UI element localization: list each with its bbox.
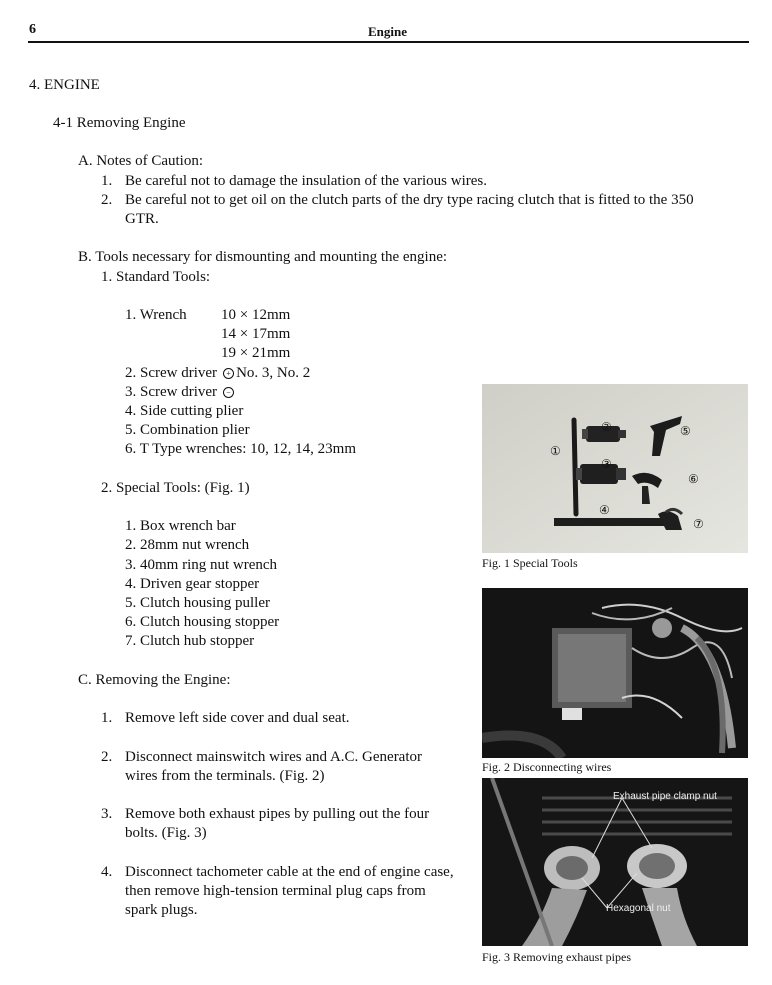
step-text: then remove high-tension terminal plug caps from [125, 883, 426, 899]
note-text: Be careful not to damage the insulation of the various wires. [125, 173, 487, 189]
notes-heading: A. Notes of Caution: [78, 153, 203, 169]
phillips-head-icon: + [223, 368, 234, 379]
special-tools-heading: 2. Special Tools: (Fig. 1) [101, 480, 250, 496]
tool-sizes: No. 3, No. 2 [236, 365, 311, 381]
fig1-label: ⑥ [688, 472, 699, 486]
special-tool-item: 5. Clutch housing puller [125, 595, 270, 611]
fig3-caption: Fig. 3 Removing exhaust pipes [482, 950, 631, 964]
fig1-label: ③ [601, 457, 612, 471]
fig1-label: ⑦ [693, 517, 704, 531]
note-number: 2. [101, 192, 113, 208]
step-text: wires from the terminals. (Fig. 2) [125, 768, 325, 784]
fig3-exhaust-pipes-photo [482, 778, 748, 946]
tool-screw-driver-minus [125, 383, 236, 402]
fig2-caption: Fig. 2 Disconnecting wires [482, 760, 612, 774]
special-tool-item: 4. Driven gear stopper [125, 576, 260, 592]
special-tool-item: 6. Clutch housing stopper [125, 614, 280, 630]
flat-head-icon: − [223, 387, 234, 398]
wrench-size: 19 × 21mm [221, 345, 291, 361]
step-text: Disconnect tachometer cable at the end of engine case, [125, 864, 454, 880]
exhaust-illustration [482, 778, 748, 946]
step-text: Remove both exhaust pipes by pulling out the four [125, 806, 430, 822]
fig3-label-clamp-nut: Exhaust pipe clamp nut [613, 791, 717, 802]
tool-t-type-wrenches: 6. T Type wrenches: 10, 12, 14, 23mm [125, 441, 357, 457]
fig1-label: ① [550, 444, 561, 458]
step-number: 1. [101, 710, 113, 726]
fig2-disconnecting-wires-photo [482, 588, 748, 758]
fig1-label: ④ [599, 503, 610, 517]
step-number: 3. [101, 806, 113, 822]
special-tool-item: 1. Box wrench bar [125, 518, 236, 534]
fig1-caption: Fig. 1 Special Tools [482, 556, 578, 570]
fig1-special-tools-photo [482, 384, 748, 553]
tool-side-cutting-plier: 4. Side cutting plier [125, 403, 244, 419]
fig1-label: ② [601, 420, 612, 434]
wrench-size: 14 × 17mm [221, 326, 291, 342]
tool-label: 2. Screw driver [125, 365, 218, 381]
tool-screw-driver-plus [125, 364, 310, 383]
step-text: Disconnect mainswitch wires and A.C. Generator [125, 749, 423, 765]
running-header-title: Engine [368, 24, 408, 39]
special-tool-item: 2. 28mm nut wrench [125, 537, 250, 553]
page-number: 6 [29, 22, 36, 37]
special-tools-illustration [482, 384, 748, 553]
step-text: spark plugs. [125, 902, 198, 918]
special-tool-item: 7. Clutch hub stopper [125, 633, 255, 649]
step-number: 2. [101, 749, 113, 765]
header-rule [28, 41, 749, 43]
tool-label: 3. Screw driver [125, 384, 218, 400]
tools-heading: B. Tools necessary for dismounting and mounting the engine: [78, 249, 448, 265]
special-tool-item: 3. 40mm ring nut wrench [125, 557, 278, 573]
note-text-continued: GTR. [125, 211, 159, 227]
wires-illustration [482, 588, 748, 758]
removing-heading: C. Removing the Engine: [78, 672, 231, 688]
subsection-title: 4-1 Removing Engine [53, 115, 186, 131]
standard-tools-heading: 1. Standard Tools: [101, 269, 211, 285]
note-number: 1. [101, 173, 113, 189]
step-number: 4. [101, 864, 113, 880]
step-text: bolts. (Fig. 3) [125, 825, 207, 841]
tool-wrench: 1. Wrench [125, 307, 187, 323]
fig1-label: ⑤ [680, 424, 691, 438]
step-text: Remove left side cover and dual seat. [125, 710, 350, 726]
section-title: 4. ENGINE [29, 77, 100, 93]
wrench-size: 10 × 12mm [221, 307, 291, 323]
fig3-label-hexagonal-nut: Hexagonal nut [606, 903, 671, 914]
tool-combination-plier: 5. Combination plier [125, 422, 250, 438]
note-text: Be careful not to get oil on the clutch parts of the dry type racing clutch that is fitted to the 350 [125, 192, 694, 208]
